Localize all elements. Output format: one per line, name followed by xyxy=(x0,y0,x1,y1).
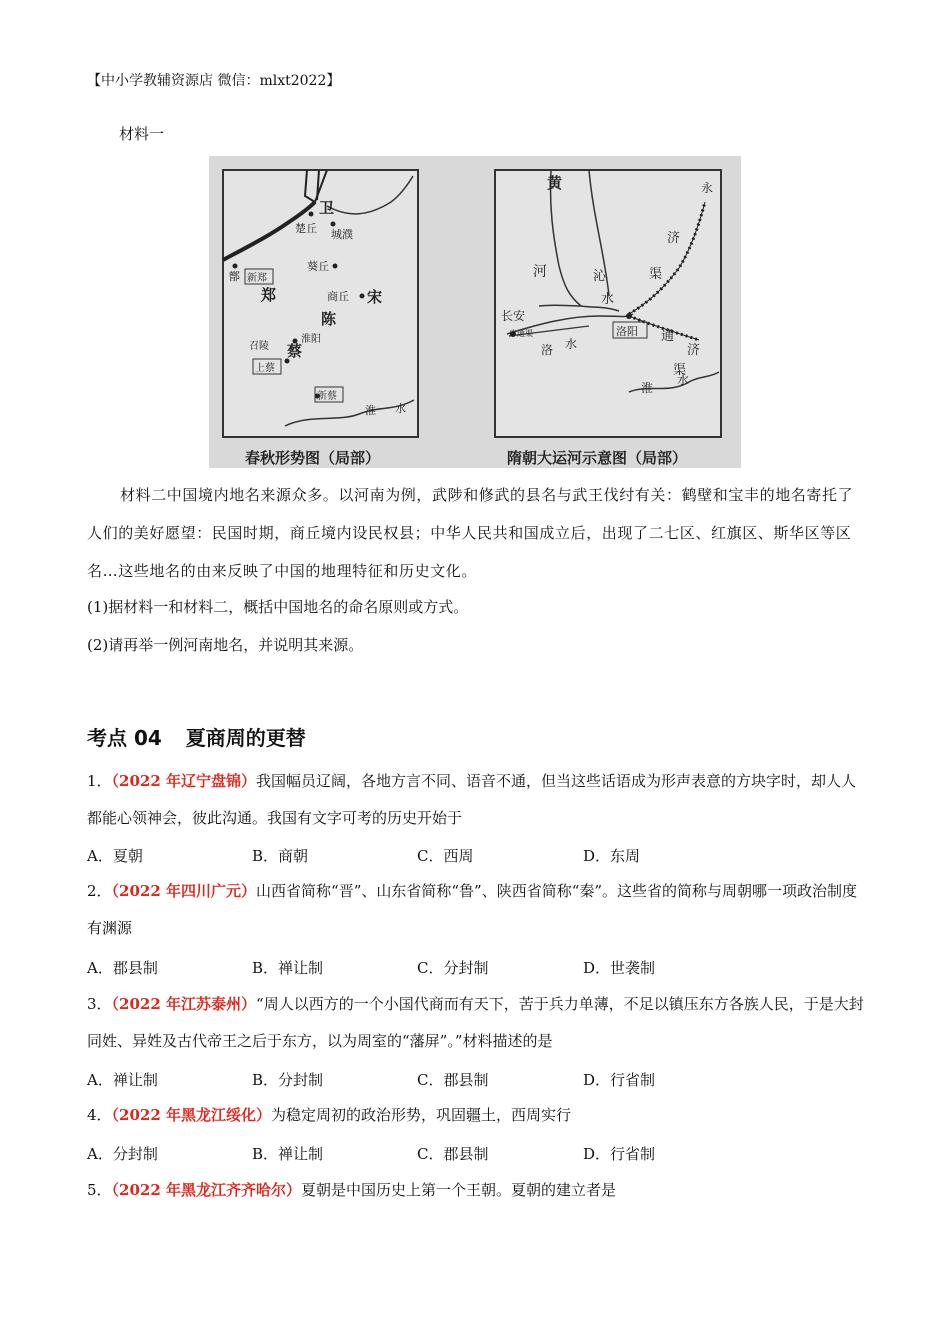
question-source: （2022 年黑龙江绥化） xyxy=(111,1106,272,1124)
label-huai2: 淮 xyxy=(641,381,654,395)
question-number: 3． xyxy=(87,995,112,1013)
page-header: 【中小学教辅资源店 微信：mlxt2022】 xyxy=(87,73,341,89)
option-d[interactable]: D．行省制 xyxy=(583,1145,656,1163)
label-chuqiu: 楚丘 xyxy=(295,222,317,235)
question-source: （2022 年四川广元） xyxy=(111,882,257,900)
option-c[interactable]: C．郡县制 xyxy=(417,1071,489,1089)
question-text: “周人以西方的一个小国代商而有天下，苦于兵力单薄，不足以镇压东方各族人民，于是大封同姓、异姓及古代帝王之后于东方，以为周室的“藩屏”。”材料描述的是 xyxy=(87,995,864,1050)
option-c[interactable]: C．分封制 xyxy=(417,959,489,977)
option-d[interactable]: D．世袭制 xyxy=(583,959,656,977)
question-source: （2022 年黑龙江齐齐哈尔） xyxy=(111,1181,302,1199)
option-a[interactable]: A．禅让制 xyxy=(87,1071,158,1089)
question-text: 夏朝是中国历史上第一个王朝。夏朝的建立者是 xyxy=(301,1181,617,1199)
label-tongji: 济 xyxy=(687,343,701,358)
option-a[interactable]: A．郡县制 xyxy=(87,959,158,977)
option-d[interactable]: D．行省制 xyxy=(583,1071,656,1089)
label-chen: 陈 xyxy=(321,310,337,328)
label-yong: 永 xyxy=(701,181,714,195)
label-xincai: 新蔡 xyxy=(317,391,337,402)
question-source: （2022 年辽宁盘锦） xyxy=(111,772,257,790)
option-c[interactable]: C．西周 xyxy=(417,847,474,865)
label-huaiyang: 淮阳 xyxy=(301,334,321,345)
label-song: 宋 xyxy=(367,288,383,306)
section-number: 考点 04 xyxy=(87,726,162,750)
question-text: 为稳定周初的政治形势，巩固疆土，西周实行 xyxy=(271,1106,572,1124)
label-luo: 洛 xyxy=(541,343,554,357)
label-tongqu: 渠 xyxy=(673,363,687,378)
material1-label: 材料一 xyxy=(119,125,165,143)
label-changan: 长安 xyxy=(501,309,526,323)
question-3 xyxy=(87,986,867,1060)
map2-caption: 隋朝大运河示意图（局部） xyxy=(507,449,688,467)
label-huai: 淮 xyxy=(365,404,376,417)
material2-paragraph: 材料二中国境内地名来源众多。以河南为例，武陟和修武的县名与武王伐纣有关：鹤壁和宝丰的地名寄托了人们的美好愿望：民国时期，商丘境内设民权县；中华人民共和国成立后，出现了二七区、红旗区、斯华区等区名…这些地名的由来反映了中国的地理特征和历史文化。 xyxy=(87,486,854,580)
question-source: （2022 年江苏泰州） xyxy=(111,995,257,1013)
label-qin-shui: 水 xyxy=(601,292,615,307)
map-sui-canal xyxy=(495,170,721,467)
label-qu: 渠 xyxy=(649,267,663,282)
option-b[interactable]: B．禅让制 xyxy=(252,959,324,977)
label-wei: 卫 xyxy=(319,199,335,217)
option-b[interactable]: B．分封制 xyxy=(252,1071,324,1089)
label-chengpu: 城濮 xyxy=(331,228,353,241)
label-xinzheng: 新郑 xyxy=(247,273,267,284)
label-luo-shui: 水 xyxy=(565,337,578,351)
label-shui: 水 xyxy=(395,402,406,415)
option-a[interactable]: A．夏朝 xyxy=(87,847,143,865)
option-a[interactable]: A．分封制 xyxy=(87,1145,158,1163)
question-text: 山西省简称“晋”、山东省简称“鲁”、陕西省简称“秦”。这些省的简称与周朝哪一项政治制度有渊源 xyxy=(87,882,858,937)
question-number: 1． xyxy=(87,772,112,790)
section-heading xyxy=(87,722,306,751)
question-4 xyxy=(87,1097,867,1134)
label-shangcai: 上蔡 xyxy=(255,363,275,374)
section-title: 夏商周的更替 xyxy=(185,726,306,750)
label-zheng: 郑 xyxy=(261,286,277,304)
label-he: 河 xyxy=(533,264,547,280)
label-kuiqiu: 葵丘 xyxy=(307,260,329,273)
map1-caption: 春秋形势图（局部） xyxy=(245,449,381,467)
label-tong: 通 xyxy=(661,329,675,344)
label-zeng: 鄫 xyxy=(229,270,240,283)
question-number: 5． xyxy=(87,1181,112,1199)
question-2 xyxy=(87,873,867,947)
label-huang: 黄 xyxy=(547,174,563,192)
question-5 xyxy=(87,1172,867,1209)
map-spring-autumn xyxy=(223,170,418,467)
question-text: 我国幅员辽阔，各地方言不同、语音不通，但当这些话语成为形声表意的方块字时，却人人都能心领神会，彼此沟通。我国有文字可考的历史开始于 xyxy=(87,772,857,827)
map-figure xyxy=(209,156,741,468)
label-zhaoling: 召陵 xyxy=(249,341,269,352)
question-number: 4． xyxy=(87,1106,112,1124)
label-guangtong: 广通渠 xyxy=(509,329,533,338)
label-huai2-shui: 水 xyxy=(677,373,690,387)
label-shangqiu: 商丘 xyxy=(327,290,349,303)
question-1 xyxy=(87,763,867,837)
label-luoyang: 洛阳 xyxy=(616,325,638,338)
sub-question-2: (2)请再举一例河南地名，并说明其来源。 xyxy=(87,636,364,654)
sub-question-1: (1)据材料一和材料二，概括中国地名的命名原则或方式。 xyxy=(87,598,469,616)
question-number: 2． xyxy=(87,882,112,900)
option-b[interactable]: B．禅让制 xyxy=(252,1145,324,1163)
label-ji: 济 xyxy=(667,231,681,246)
label-cai: 蔡 xyxy=(287,342,303,360)
option-d[interactable]: D．东周 xyxy=(583,847,641,865)
option-b[interactable]: B．商朝 xyxy=(252,847,309,865)
label-qin: 沁 xyxy=(593,269,607,284)
option-c[interactable]: C．郡县制 xyxy=(417,1145,489,1163)
